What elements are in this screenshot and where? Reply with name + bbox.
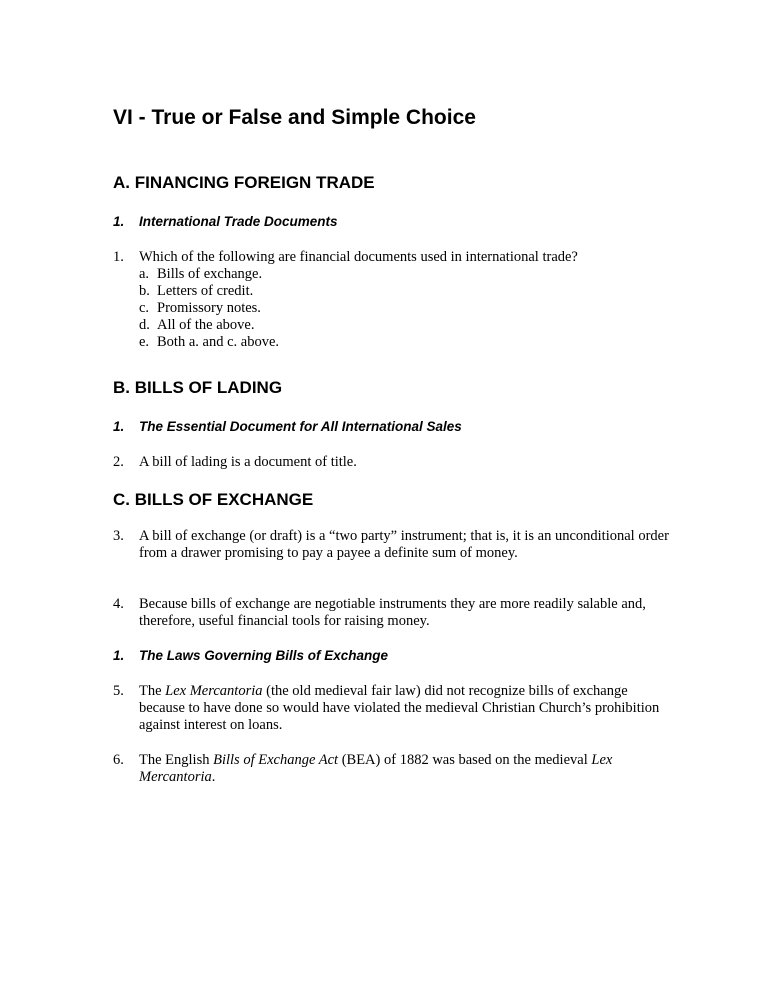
option-e: e. Both a. and c. above. <box>139 334 280 350</box>
option-d: d. All of the above. <box>139 317 255 333</box>
subsection-b1: 1. The Essential Document for All International Sales <box>113 419 462 434</box>
question-1: 1. Which of the following are financial documents used in international trade? a. Bills of exchange. b. Letters of credit. c. Promissory notes. d. All of the above. e. Both a. and c. above. <box>113 249 673 351</box>
question-5: 5. The Lex Mercantoria (the old medieval fair law) did not recognize bills of exchange because to have done so would have violated the medieval Christian Church’s prohibition against interest on loans. <box>113 683 660 733</box>
subsection-a1: 1. International Trade Documents <box>113 214 338 229</box>
page-title: VI - True or False and Simple Choice <box>113 106 476 129</box>
option-c: c. Promissory notes. <box>139 300 261 316</box>
subsection-c1: 1. The Laws Governing Bills of Exchange <box>113 648 389 663</box>
question-6: 6. The English Bills of Exchange Act (BEA) of 1882 was based on the medieval Lex Mercantoria. <box>113 752 613 785</box>
question-4: 4. Because bills of exchange are negotiable instruments they are more readily salable and, therefore, useful financial tools for raising money. <box>113 596 646 629</box>
section-b-heading: B. BILLS OF LADING <box>113 378 283 397</box>
section-a-heading: A. FINANCING FOREIGN TRADE <box>113 173 375 192</box>
option-a: a. Bills of exchange. <box>139 266 263 282</box>
option-b: b. Letters of credit. <box>139 283 254 299</box>
question-3: 3. A bill of exchange (or draft) is a “two party” instrument; that is, it is an unconditional order from a drawer promising to pay a payee a definite sum of money. <box>113 528 669 561</box>
section-c-heading: C. BILLS OF EXCHANGE <box>113 490 314 509</box>
question-2: 2. A bill of lading is a document of title. <box>113 454 357 470</box>
